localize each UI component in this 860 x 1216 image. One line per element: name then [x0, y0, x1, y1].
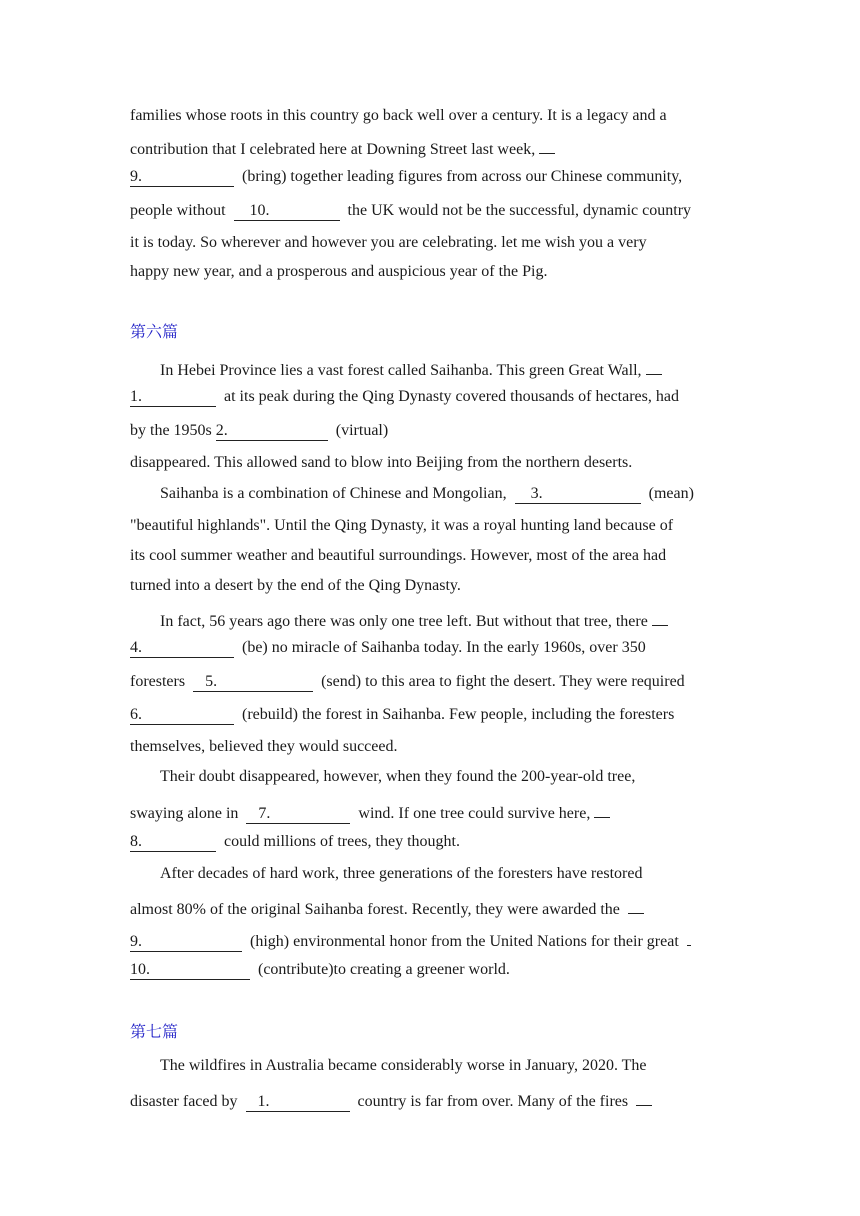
- text: swaying alone in: [130, 805, 239, 822]
- answer-blank-9[interactable]: [130, 933, 242, 952]
- answer-blank-1[interactable]: [130, 388, 216, 407]
- section-heading: 第六篇: [130, 322, 179, 341]
- text-line: [130, 960, 510, 980]
- text-line: [130, 799, 610, 824]
- text-line: [130, 167, 682, 187]
- text-line: [130, 705, 674, 725]
- text: its cool summer weather and beautiful surroundings. However, most of the area had: [130, 547, 667, 564]
- blank-lead: [539, 135, 555, 154]
- answer-blank-8[interactable]: [130, 833, 216, 852]
- text: Their doubt disappeared, however, when they found the 200-year-old tree,: [160, 768, 636, 785]
- text-line: [130, 135, 555, 160]
- text: (rebuild) the forest in Saihanba. Few people, including the foresters: [242, 706, 675, 723]
- text: it is today. So wherever and however you are celebrating. let me wish you a very: [130, 234, 647, 251]
- blank-number: 6.: [130, 706, 142, 723]
- blank-lead: [636, 1087, 652, 1106]
- text: "beautiful highlands". Until the Qing Dynasty, it was a royal hunting land because of: [130, 517, 674, 534]
- text-line: [130, 201, 691, 221]
- blank-number: 9.: [130, 168, 142, 185]
- text: the UK would not be the successful, dynamic country: [347, 202, 692, 219]
- text: country is far from over. Many of the fires: [357, 1093, 629, 1110]
- text: disappeared. This allowed sand to blow into Beijing from the northern deserts.: [130, 454, 633, 471]
- blank-number: 4.: [130, 639, 142, 656]
- blank-number: 2.: [215, 422, 228, 439]
- answer-blank-4[interactable]: [130, 639, 234, 658]
- text-line: [130, 546, 666, 566]
- text: (mean): [648, 485, 694, 502]
- text: (contribute)to creating a greener world.: [258, 961, 510, 978]
- blank-number: 10.: [130, 961, 150, 978]
- blank-lead: [652, 607, 668, 626]
- text: The wildfires in Australia became considerably worse in January, 2020. The: [160, 1057, 647, 1074]
- text-line: [130, 233, 647, 253]
- section-heading: 第七篇: [130, 1022, 179, 1041]
- text-line: [130, 927, 691, 952]
- answer-blank-5[interactable]: [193, 673, 313, 692]
- text: In Hebei Province lies a vast forest called Saihanba. This green Great Wall,: [160, 362, 642, 379]
- answer-blank-9[interactable]: [130, 168, 234, 187]
- text-line: [160, 484, 694, 504]
- text-line: [160, 864, 642, 884]
- text: turned into a desert by the end of the Qing Dynasty.: [130, 577, 461, 594]
- blank-number: 1.: [257, 1093, 270, 1110]
- text: (bring) together leading figures from across our Chinese community,: [242, 168, 683, 185]
- blank-number: 10.: [249, 202, 270, 219]
- answer-blank-1[interactable]: [246, 1093, 350, 1112]
- text: In fact, 56 years ago there was only one tree left. But without that tree, there: [160, 613, 648, 630]
- blank-number: 8.: [130, 833, 142, 850]
- blank-number: 1.: [130, 388, 142, 405]
- text: families whose roots in this country go back well over a century. It is a legacy and a: [130, 107, 667, 124]
- text: (high) environmental honor from the United Nations for their great: [250, 933, 679, 950]
- text-line: [130, 576, 461, 596]
- text: happy new year, and a prosperous and auspicious year of the Pig.: [130, 263, 548, 280]
- answer-blank-3[interactable]: [515, 485, 641, 504]
- answer-blank-2[interactable]: [216, 422, 328, 441]
- text-line: [160, 767, 635, 787]
- text: at its peak during the Qing Dynasty covered thousands of hectares, had: [224, 388, 679, 405]
- text-line: [130, 895, 644, 920]
- text: almost 80% of the original Saihanba forest. Recently, they were awarded the: [130, 901, 620, 918]
- text-line: [130, 672, 685, 692]
- answer-blank-7[interactable]: [246, 805, 350, 824]
- text-line: [130, 1087, 652, 1112]
- text-line: [160, 1056, 647, 1076]
- text-line: [160, 356, 662, 381]
- blank-number: 9.: [130, 933, 142, 950]
- answer-blank-10[interactable]: [234, 202, 340, 221]
- blank-number: 5.: [205, 673, 218, 690]
- text-line: [130, 106, 667, 126]
- text: foresters: [130, 673, 186, 690]
- text: Saihanba is a combination of Chinese and Mongolian,: [160, 485, 507, 502]
- text: (be) no miracle of Saihanba today. In the early 1960s, over 350: [242, 639, 646, 656]
- text: (send) to this area to fight the desert. They were required: [321, 673, 685, 690]
- text: people without: [130, 202, 226, 219]
- blank-lead: [628, 895, 644, 914]
- text-line: [130, 516, 673, 536]
- text: themselves, believed they would succeed.: [130, 738, 398, 755]
- text-line: [130, 262, 547, 282]
- text: After decades of hard work, three generations of the foresters have restored: [160, 865, 643, 882]
- blank-lead: [594, 799, 610, 818]
- text-line: [130, 638, 646, 658]
- blank-number: 7.: [258, 805, 271, 822]
- text: by the 1950s: [130, 422, 212, 439]
- answer-blank-10[interactable]: [130, 961, 250, 980]
- text: (virtual): [335, 422, 389, 439]
- text: contribution that I celebrated here at Downing Street last week,: [130, 141, 536, 158]
- text-line: [160, 607, 668, 632]
- answer-blank-6[interactable]: [130, 706, 234, 725]
- text-line: [130, 387, 679, 407]
- text-line: [130, 832, 460, 852]
- blank-lead: [646, 356, 662, 375]
- blank-number: 3.: [530, 485, 543, 502]
- text: could millions of trees, they thought.: [224, 833, 460, 850]
- text-line: [130, 453, 632, 473]
- text-line: [130, 737, 397, 757]
- text-line: [130, 421, 388, 441]
- blank-lead: [687, 927, 691, 946]
- text: wind. If one tree could survive here,: [358, 805, 591, 822]
- text: disaster faced by: [130, 1093, 238, 1110]
